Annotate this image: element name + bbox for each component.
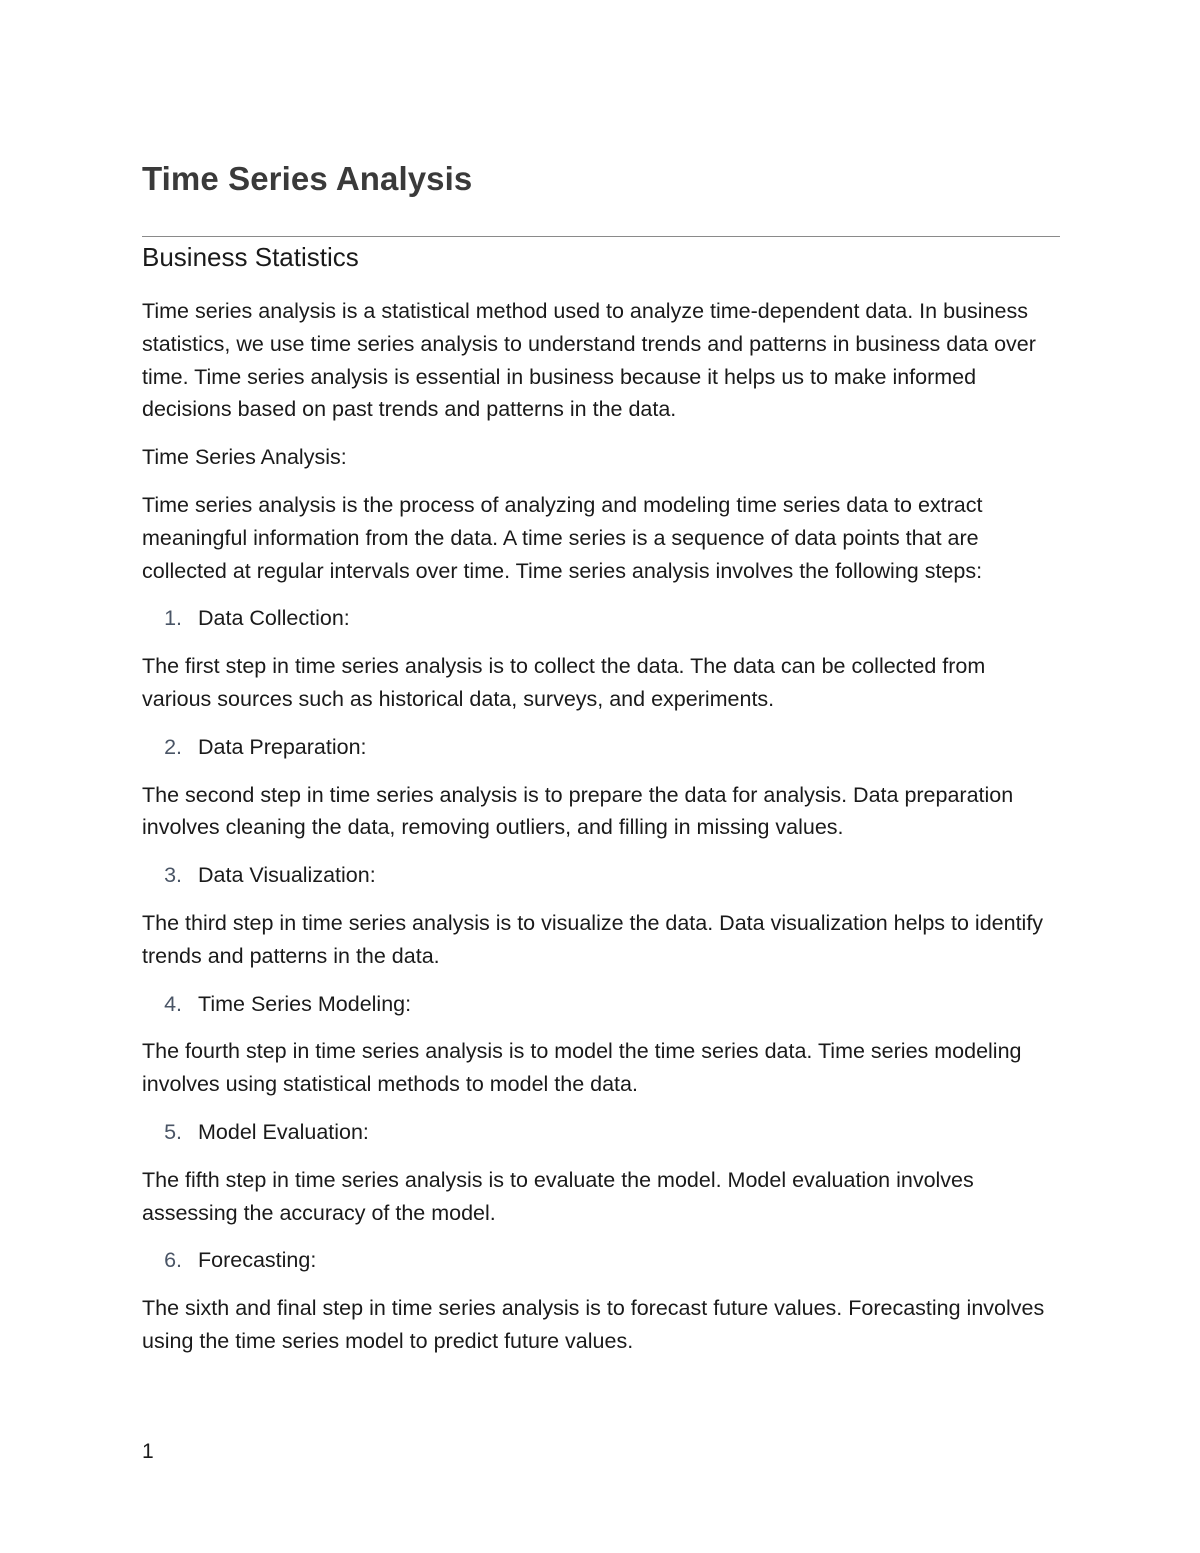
document-subtitle: Business Statistics bbox=[142, 242, 359, 272]
document-body bbox=[142, 295, 1060, 1373]
step-paragraph: The first step in time series analysis is to collect the data. The data can be collected from various sources such as historical data, surveys, and experiments. bbox=[142, 654, 986, 711]
step-number: 2. bbox=[164, 734, 182, 759]
step-number: 3. bbox=[164, 863, 182, 888]
step-heading bbox=[142, 731, 1060, 764]
step-title: Data Visualization: bbox=[198, 863, 376, 888]
step-title: Forecasting: bbox=[198, 1248, 317, 1273]
page-number: 1 bbox=[142, 1440, 154, 1463]
step-title: Model Evaluation: bbox=[198, 1119, 369, 1144]
step-paragraph: The sixth and final step in time series analysis is to forecast future values. Forecasting involves using the time series model to predict future values. bbox=[142, 1296, 1045, 1353]
step-heading bbox=[142, 602, 1060, 635]
step-title: Data Collection: bbox=[198, 606, 350, 631]
step-paragraph: The third step in time series analysis is to visualize the data. Data visualization helps to identify trends and patterns in the data. bbox=[142, 910, 1044, 968]
title-divider bbox=[142, 236, 1060, 237]
step-paragraph: The fifth step in time series analysis is to evaluate the model. Model evaluation involves assessing the accuracy of the model. bbox=[142, 1167, 974, 1225]
step-heading bbox=[142, 1244, 1060, 1277]
step-number: 6. bbox=[164, 1248, 182, 1273]
step-number: 5. bbox=[164, 1119, 182, 1144]
step-heading bbox=[142, 859, 1060, 892]
document-title: Time Series Analysis bbox=[142, 160, 473, 197]
section-label: Time Series Analysis: bbox=[142, 445, 347, 470]
step-paragraph: The fourth step in time series analysis is to model the time series data. Time series modeling involves using statistical methods to model the data. bbox=[142, 1039, 1022, 1097]
intro-paragraph: Time series analysis is a statistical method used to analyze time-dependent data. In business statistics, we use time series analysis to understand trends and patterns in business data over time. Time series analysis is essential in business because it helps us to make informed decisions based on past trends and patterns in the data. bbox=[142, 299, 1036, 422]
step-title: Data Preparation: bbox=[198, 734, 367, 759]
step-number: 4. bbox=[164, 991, 182, 1016]
step-heading bbox=[142, 988, 1060, 1021]
step-title: Time Series Modeling: bbox=[198, 991, 412, 1016]
step-number: 1. bbox=[164, 606, 182, 631]
step-heading bbox=[142, 1116, 1060, 1149]
step-paragraph: The second step in time series analysis is to prepare the data for analysis. Data preparation involves cleaning the data, removing outliers, and filling in missing values. bbox=[142, 782, 1014, 840]
section-paragraph: Time series analysis is the process of analyzing and modeling time series data to extract meaningful information from the data. A time series is a sequence of data points that are collected at regular intervals over time. Time series analysis involves the following steps: bbox=[142, 492, 983, 583]
document-page bbox=[142, 0, 1060, 1553]
